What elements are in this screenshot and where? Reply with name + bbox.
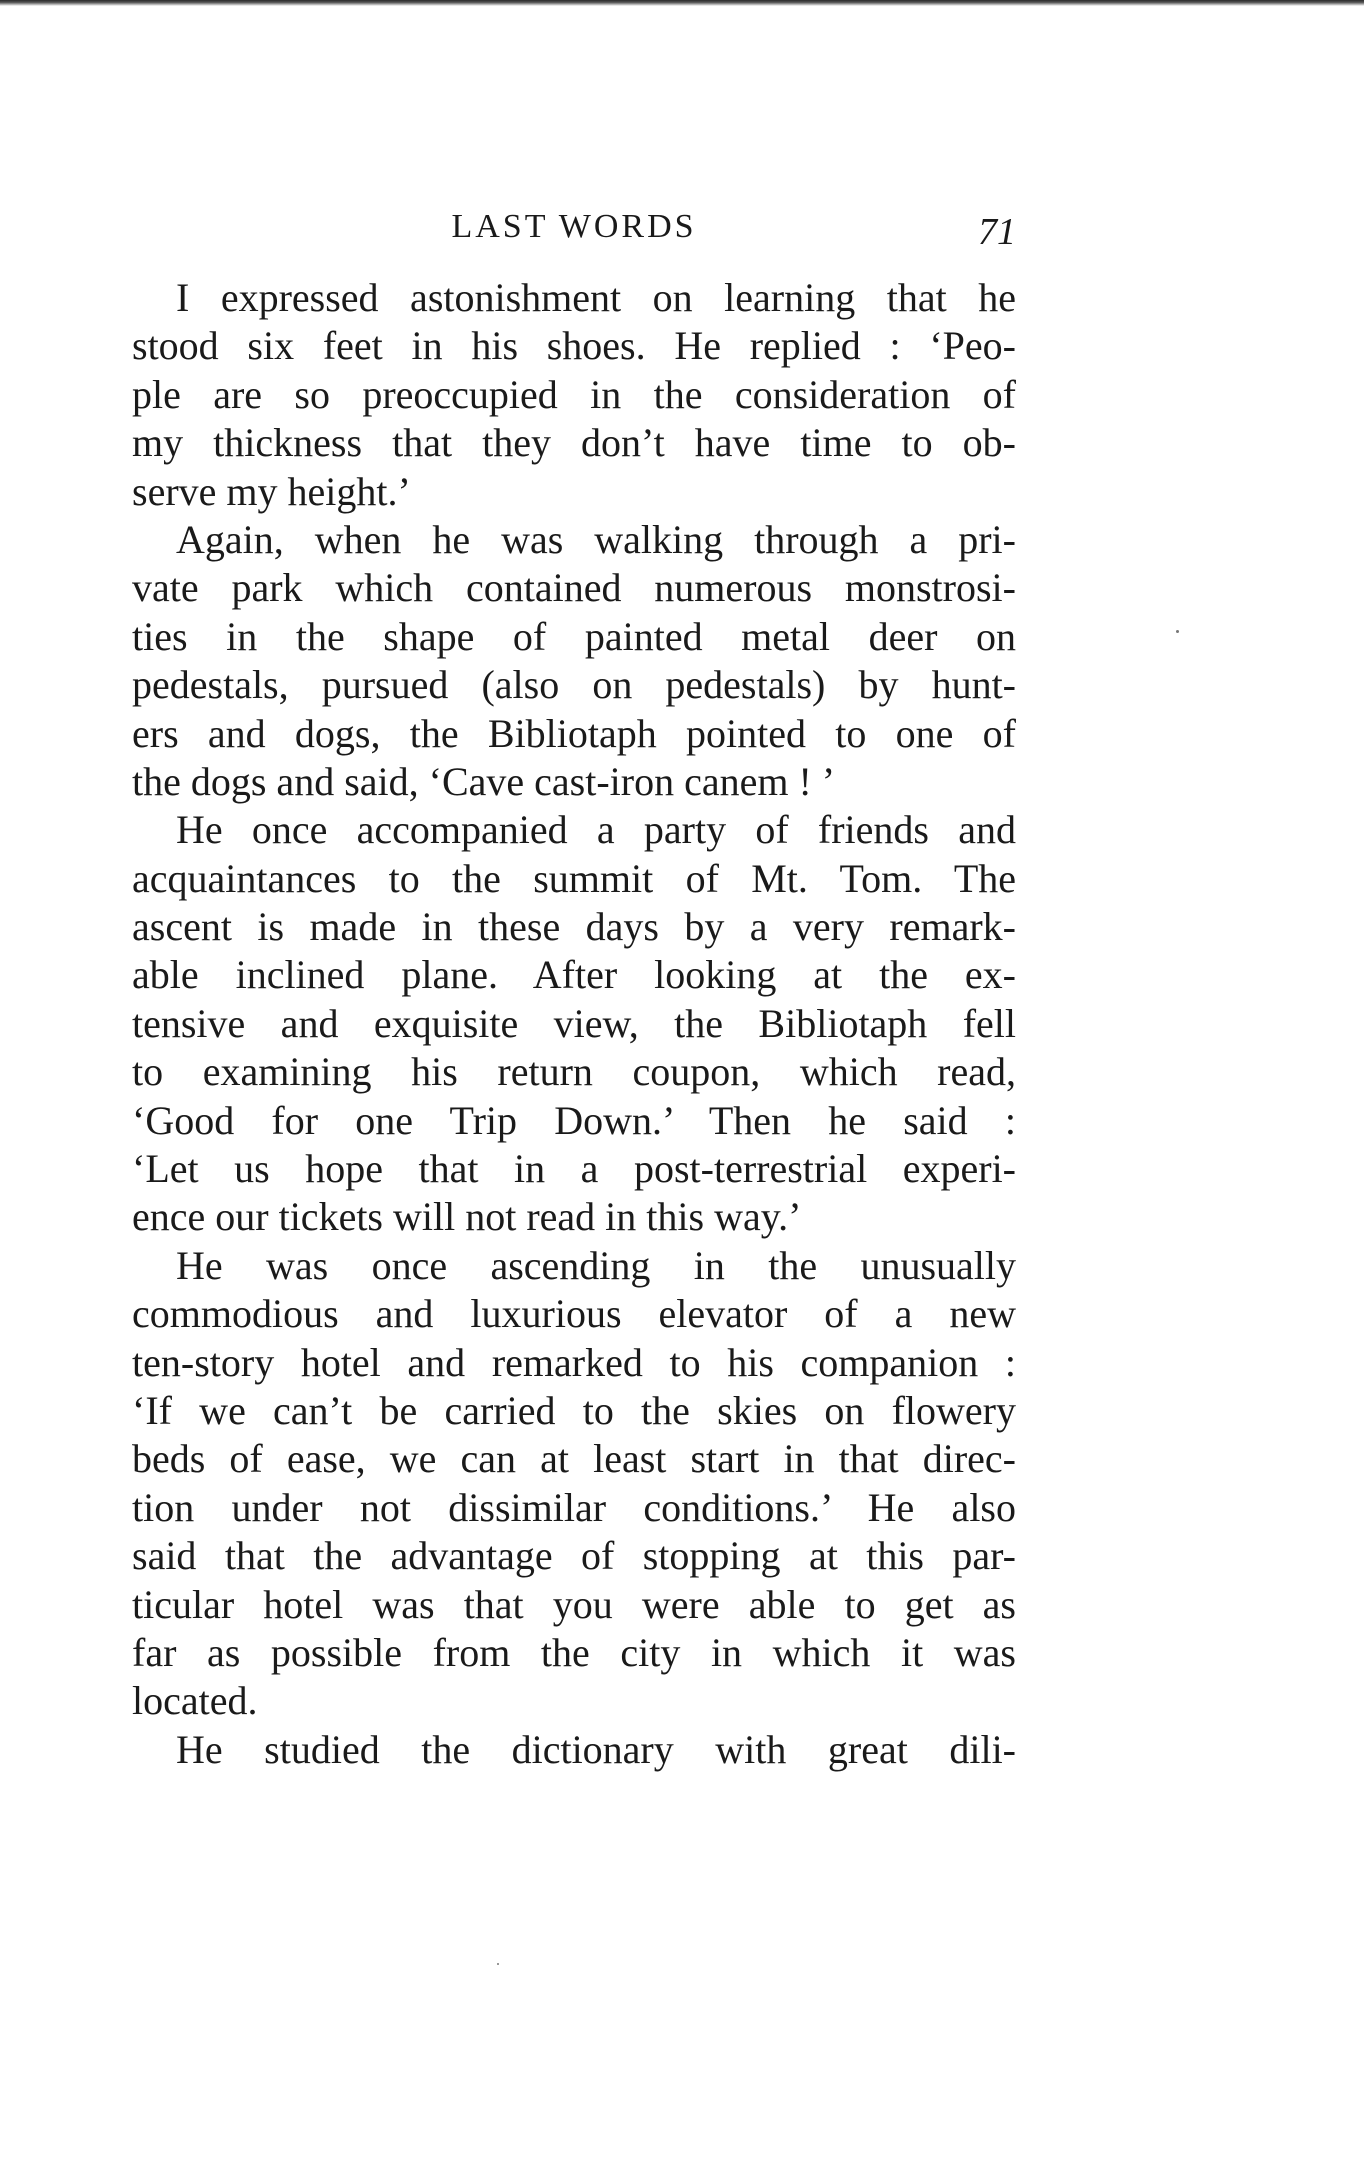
text-line: beds of ease, we can at least start in that direc- — [132, 1436, 1016, 1482]
paragraph — [132, 806, 1016, 1242]
text-line: ascent is made in these days by a very remark- — [132, 904, 1016, 950]
text-line: ence our tickets will not read in this way.’ — [132, 1194, 802, 1240]
running-head — [132, 200, 1016, 260]
text-line: able inclined plane. After looking at the ex- — [132, 952, 1016, 998]
paragraph — [132, 1242, 1016, 1726]
text-line: tion under not dissimilar conditions.’ He also — [132, 1484, 1016, 1530]
paragraph — [132, 1726, 1016, 1774]
text-line: serve my height.’ — [132, 468, 411, 514]
text-line: pedestals, pursued (also on pedestals) by hunt- — [132, 662, 1016, 708]
text-line: ties in the shape of painted metal deer on — [132, 613, 1016, 659]
paragraph — [132, 516, 1016, 806]
text-line: vate park which contained numerous monstrosi- — [132, 565, 1016, 611]
text-line: ‘Let us hope that in a post-terrestrial experi- — [132, 1146, 1016, 1192]
paragraph — [132, 274, 1016, 516]
running-title: LAST WORDS — [451, 208, 697, 245]
text-line: commodious and luxurious elevator of a new — [132, 1291, 1016, 1337]
text-line: ple are so preoccupied in the consideration of — [132, 371, 1016, 417]
text-line: ers and dogs, the Bibliotaph pointed to one of — [132, 710, 1016, 756]
page-number: 71 — [978, 211, 1016, 253]
text-line: I expressed astonishment on learning that he — [176, 275, 1016, 320]
page-top-edge — [0, 0, 1364, 6]
scan-speck — [1176, 630, 1179, 633]
text-line: He was once ascending in the unusually — [176, 1242, 1016, 1288]
text-line: acquaintances to the summit of Mt. Tom. The — [132, 855, 1016, 901]
text-line: Again, when he was walking through a pri- — [176, 516, 1016, 562]
text-line: ‘If we can’t be carried to the skies on flowery — [132, 1387, 1016, 1433]
text-line: the dogs and said, ‘Cave cast-iron canem ! ’ — [132, 758, 836, 804]
body-text — [132, 274, 1016, 1774]
book-page — [132, 200, 1016, 1774]
text-line: located. — [132, 1678, 258, 1724]
text-line: ten-story hotel and remarked to his companion : — [132, 1339, 1016, 1385]
scan-speck — [497, 1963, 499, 1965]
text-line: He once accompanied a party of friends and — [176, 807, 1016, 853]
text-line: my thickness that they don’t have time to ob- — [132, 420, 1016, 466]
text-line: stood six feet in his shoes. He replied : ‘Peo- — [132, 323, 1016, 369]
text-line: He studied the dictionary with great dili- — [176, 1726, 1016, 1772]
text-line: said that the advantage of stopping at this par- — [132, 1533, 1016, 1579]
text-line: to examining his return coupon, which read, — [132, 1049, 1016, 1095]
text-line: ticular hotel was that you were able to get as — [132, 1581, 1016, 1627]
text-line: tensive and exquisite view, the Bibliotaph fell — [132, 1000, 1016, 1046]
text-line: ‘Good for one Trip Down.’ Then he said : — [132, 1097, 1016, 1143]
text-line: far as possible from the city in which it was — [132, 1629, 1016, 1675]
